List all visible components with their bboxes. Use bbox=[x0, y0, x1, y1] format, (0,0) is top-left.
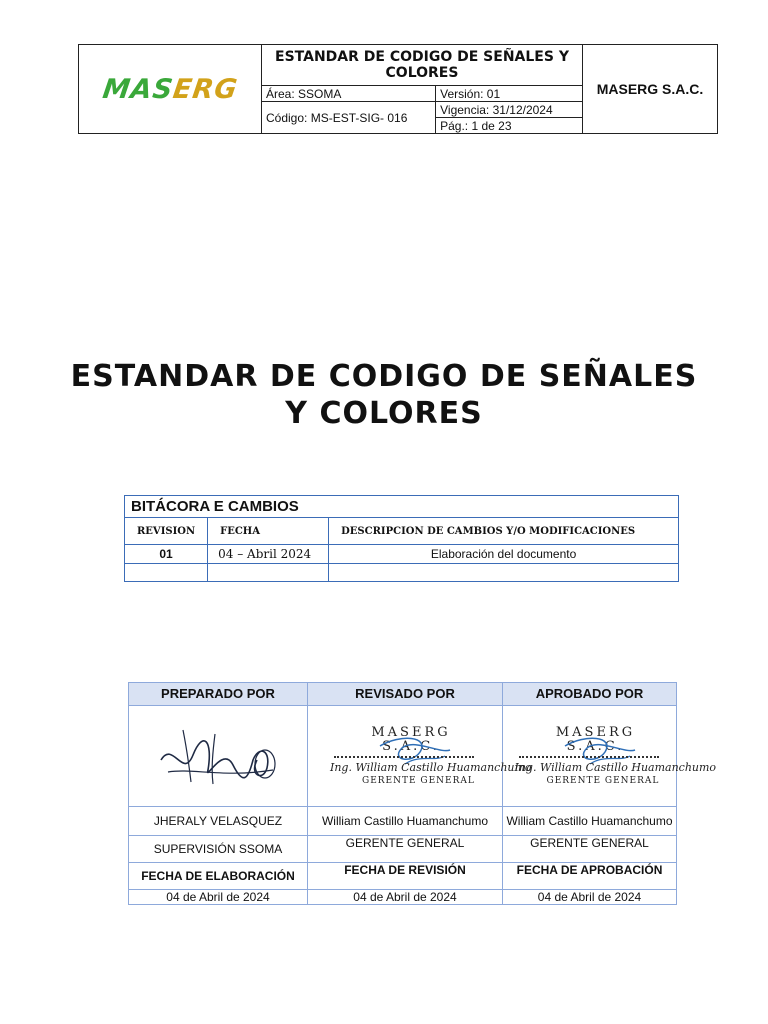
logo-cell bbox=[79, 45, 262, 134]
cell-fecha bbox=[208, 564, 329, 582]
company-stamp: MASERG S.A.C. Ing. William Castillo Huamanchumo GERENTE GENERAL bbox=[330, 724, 532, 786]
signature-preparer bbox=[129, 706, 308, 807]
change-log-table bbox=[124, 495, 679, 582]
role-preparer: SUPERVISIÓN SSOMA bbox=[129, 836, 308, 863]
maserg-logo: MASERG bbox=[100, 73, 240, 105]
page-title-line-2: Y COLORES bbox=[285, 396, 483, 431]
cell-revision: 01 bbox=[125, 545, 208, 564]
header-version: Versión: 01 bbox=[436, 86, 582, 102]
page-title-line-1: ESTANDAR DE CODIGO DE SEÑALES bbox=[70, 359, 698, 394]
cell-revision bbox=[125, 564, 208, 582]
page-title bbox=[0, 358, 768, 432]
signature-approver bbox=[503, 706, 717, 807]
table-row bbox=[125, 564, 679, 582]
name-preparer: JHERALY VELASQUEZ bbox=[129, 807, 308, 836]
header-pagina: Pág.: 1 de 23 bbox=[436, 118, 582, 134]
header-area: Área: SSOMA bbox=[262, 86, 436, 102]
header-company: MASERG S.A.C. bbox=[583, 45, 718, 134]
header-title: ESTANDAR DE CODIGO DE SEÑALES Y COLORES bbox=[262, 45, 582, 86]
header-aprobado: APROBADO POR bbox=[503, 683, 677, 706]
column-header-descripcion: DESCRIPCION DE CAMBIOS Y/O MODIFICACIONES bbox=[329, 518, 679, 545]
date-label-revision: FECHA DE REVISIÓN bbox=[308, 863, 503, 890]
header-codigo: Código: MS-EST-SIG- 016 bbox=[266, 110, 408, 125]
cell-descripcion: Elaboración del documento bbox=[329, 545, 679, 564]
column-header-fecha: FECHA bbox=[208, 518, 329, 545]
change-log-title: BITÁCORA E CAMBIOS bbox=[125, 496, 679, 518]
date-label-elaboracion: FECHA DE ELABORACIÓN bbox=[129, 863, 308, 890]
company-stamp: MASERG S.A.C. Ing. William Castillo Huamanchumo GERENTE GENERAL bbox=[514, 724, 717, 786]
name-approver: William Castillo Huamanchumo bbox=[503, 807, 677, 836]
approval-table bbox=[128, 682, 717, 905]
header-revisado: REVISADO POR bbox=[308, 683, 503, 706]
table-row bbox=[125, 545, 679, 564]
header-vigencia: Vigencia: 31/12/2024 bbox=[436, 102, 582, 118]
cell-descripcion bbox=[329, 564, 679, 582]
handwritten-signature-icon bbox=[153, 720, 283, 790]
date-label-aprobacion: FECHA DE APROBACIÓN bbox=[503, 863, 677, 890]
cell-fecha: 04 – Abril 2024 bbox=[208, 545, 329, 564]
name-reviewer: William Castillo Huamanchumo bbox=[308, 807, 503, 836]
date-elaboracion: 04 de Abril de 2024 bbox=[129, 890, 308, 905]
role-approver: GERENTE GENERAL bbox=[503, 836, 677, 863]
column-header-revision: REVISION bbox=[125, 518, 208, 545]
document-header bbox=[78, 44, 718, 134]
date-aprobacion: 04 de Abril de 2024 bbox=[503, 890, 677, 905]
date-revision: 04 de Abril de 2024 bbox=[308, 890, 503, 905]
header-info bbox=[262, 45, 583, 134]
signature-reviewer bbox=[308, 706, 532, 807]
header-preparado: PREPARADO POR bbox=[129, 683, 308, 706]
role-reviewer: GERENTE GENERAL bbox=[308, 836, 503, 863]
